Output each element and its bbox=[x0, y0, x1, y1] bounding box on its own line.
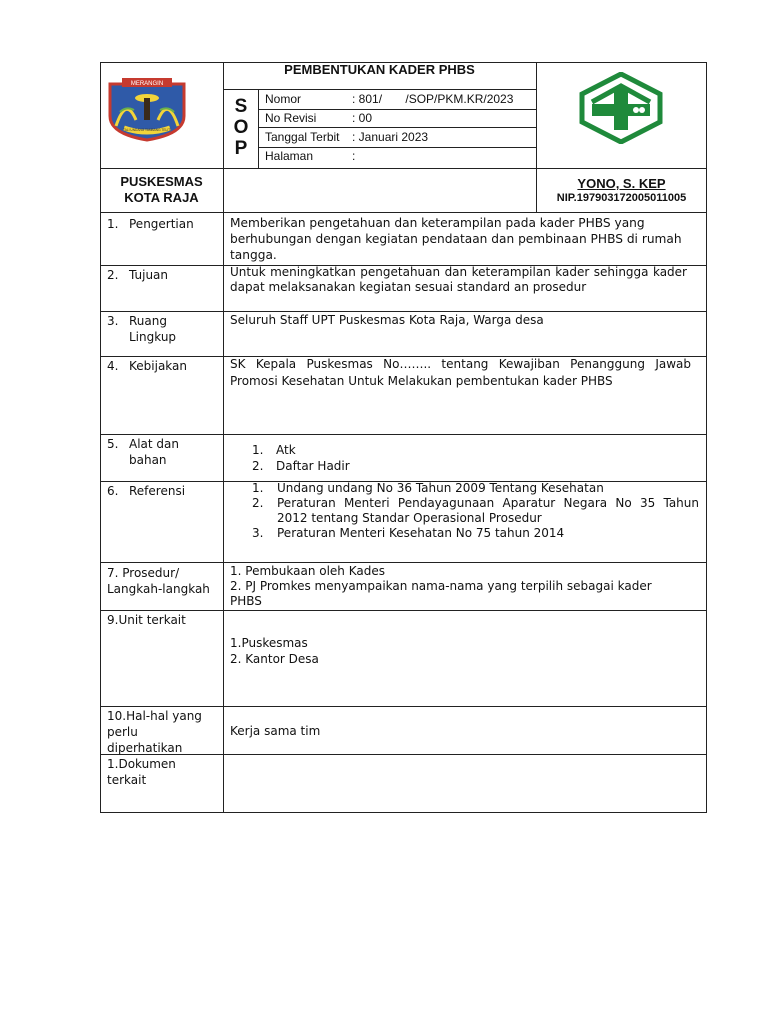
signer-name: YONO, S. KEP bbox=[577, 176, 666, 191]
field-halaman-value: : bbox=[352, 149, 356, 163]
row-referensi-label: Referensi bbox=[129, 484, 186, 498]
field-halaman-label: Halaman bbox=[265, 149, 314, 163]
row-alat-label: Alat dan bahan bbox=[129, 437, 179, 467]
grid-line bbox=[258, 109, 536, 110]
grid-line bbox=[223, 89, 536, 90]
row-unit-label: 9.Unit terkait bbox=[107, 613, 186, 627]
list-item: 1. Pembukaan oleh Kades bbox=[230, 564, 385, 578]
field-revisi-label: No Revisi bbox=[265, 111, 317, 125]
org-line-2: KOTA RAJA bbox=[124, 190, 199, 205]
org-line-1: PUSKESMAS bbox=[120, 174, 203, 189]
health-logo bbox=[578, 72, 664, 144]
list-item: 1.Puskesmas bbox=[230, 636, 308, 650]
row-ruang-lingkup-label: Ruang Lingkup bbox=[129, 314, 177, 344]
field-revisi-value: : 00 bbox=[352, 111, 373, 125]
list-item: 2. Kantor Desa bbox=[230, 652, 319, 666]
row-kebijakan-label: Kebijakan bbox=[129, 359, 187, 373]
row-prosedur-label: 7. Prosedur/ Langkah-langkah bbox=[107, 566, 210, 596]
org-name bbox=[100, 174, 223, 206]
row-alat-no: 5. bbox=[107, 437, 119, 451]
list-item: 1. Undang undang No 36 Tahun 2009 Tentang Kesehatan bbox=[252, 481, 604, 495]
field-nomor-value: : 801/ /SOP/PKM.KR/2023 bbox=[352, 92, 514, 106]
grid-line bbox=[100, 562, 707, 563]
grid-line bbox=[100, 706, 707, 707]
row-kebijakan-content: SK Kepala Puskesmas No…….. tentang Kewajiban Penanggung Jawab Promosi Kesehatan Untuk Melakukan pembentukan kader PHBS bbox=[230, 357, 691, 388]
row-alat-list bbox=[252, 442, 672, 474]
grid-line bbox=[100, 434, 707, 435]
row-hal-label: 10.Hal-hal yang perlu diperhatikan bbox=[107, 709, 202, 755]
row-referensi-no: 6. bbox=[107, 484, 119, 498]
list-item: 2. Peraturan Menteri Pendayagunaan Aparatur Negara No 35 Tahun 2012 tentang Standar Operasional Prosedur bbox=[252, 496, 699, 525]
grid-line bbox=[258, 127, 536, 128]
sop-letter-s: S bbox=[234, 96, 248, 117]
row-ruang-lingkup-no: 3. bbox=[107, 314, 119, 328]
grid-line bbox=[223, 62, 224, 813]
svg-text:MERANGIN: MERANGIN bbox=[130, 81, 164, 87]
grid-line bbox=[258, 147, 536, 148]
list-item: 2. Daftar Hadir bbox=[252, 459, 350, 473]
sop-vertical-label bbox=[226, 96, 256, 159]
grid-line bbox=[258, 89, 259, 168]
health-cross-icon bbox=[578, 72, 664, 144]
row-ruang-lingkup-content: Seluruh Staff UPT Puskesmas Kota Raja, Warga desa bbox=[230, 313, 544, 327]
row-dokumen-label: 1.Dokumen terkait bbox=[107, 757, 176, 787]
row-pengertian-content: Memberikan pengetahuan dan keterampilan pada kader PHBS yang berhubungan dengan kegiatan pendataan dan pembinaan PHBS di rumah tangga. bbox=[230, 216, 682, 262]
signer-nip: NIP.197903172005011005 bbox=[556, 192, 687, 204]
field-tanggal-label: Tanggal Terbit bbox=[265, 130, 340, 144]
regency-emblem-icon bbox=[106, 76, 188, 142]
row-unit-list bbox=[230, 635, 670, 667]
row-kebijakan-no: 4. bbox=[107, 359, 119, 373]
row-tujuan-label: Tujuan bbox=[129, 268, 169, 282]
row-referensi-list bbox=[252, 481, 699, 541]
field-tanggal-value: : Januari 2023 bbox=[352, 130, 429, 144]
sop-letter-o: O bbox=[233, 117, 249, 138]
svg-text:TALI UNDANG TAMBANG TELITI: TALI UNDANG TAMBANG TELITI bbox=[123, 128, 171, 132]
row-pengertian-no: 1. bbox=[107, 217, 119, 231]
grid-line bbox=[100, 212, 707, 213]
list-item: 3. Peraturan Menteri Kesehatan No 75 tahun 2014 bbox=[252, 526, 565, 540]
list-item: 1. Atk bbox=[252, 443, 296, 457]
row-hal-content: Kerja sama tim bbox=[230, 724, 321, 738]
row-prosedur-list bbox=[230, 564, 670, 609]
row-pengertian-label: Pengertian bbox=[129, 217, 194, 231]
regency-emblem bbox=[106, 76, 188, 142]
list-item: 2. PJ Promkes menyampaikan nama-nama yang terpilih sebagai kader PHBS bbox=[230, 579, 652, 608]
sop-title: PEMBENTUKAN KADER PHBS bbox=[284, 62, 475, 77]
grid-line bbox=[100, 610, 707, 611]
grid-line bbox=[100, 168, 707, 169]
field-nomor-label: Nomor bbox=[265, 92, 302, 106]
row-tujuan-content: Untuk meningkatkan pengetahuan dan keterampilan kader sehingga kader dapat melaksanakan kegiatan sesuai standard an prosedur bbox=[230, 265, 687, 294]
row-tujuan-no: 2. bbox=[107, 268, 119, 282]
sop-letter-p: P bbox=[234, 138, 248, 159]
